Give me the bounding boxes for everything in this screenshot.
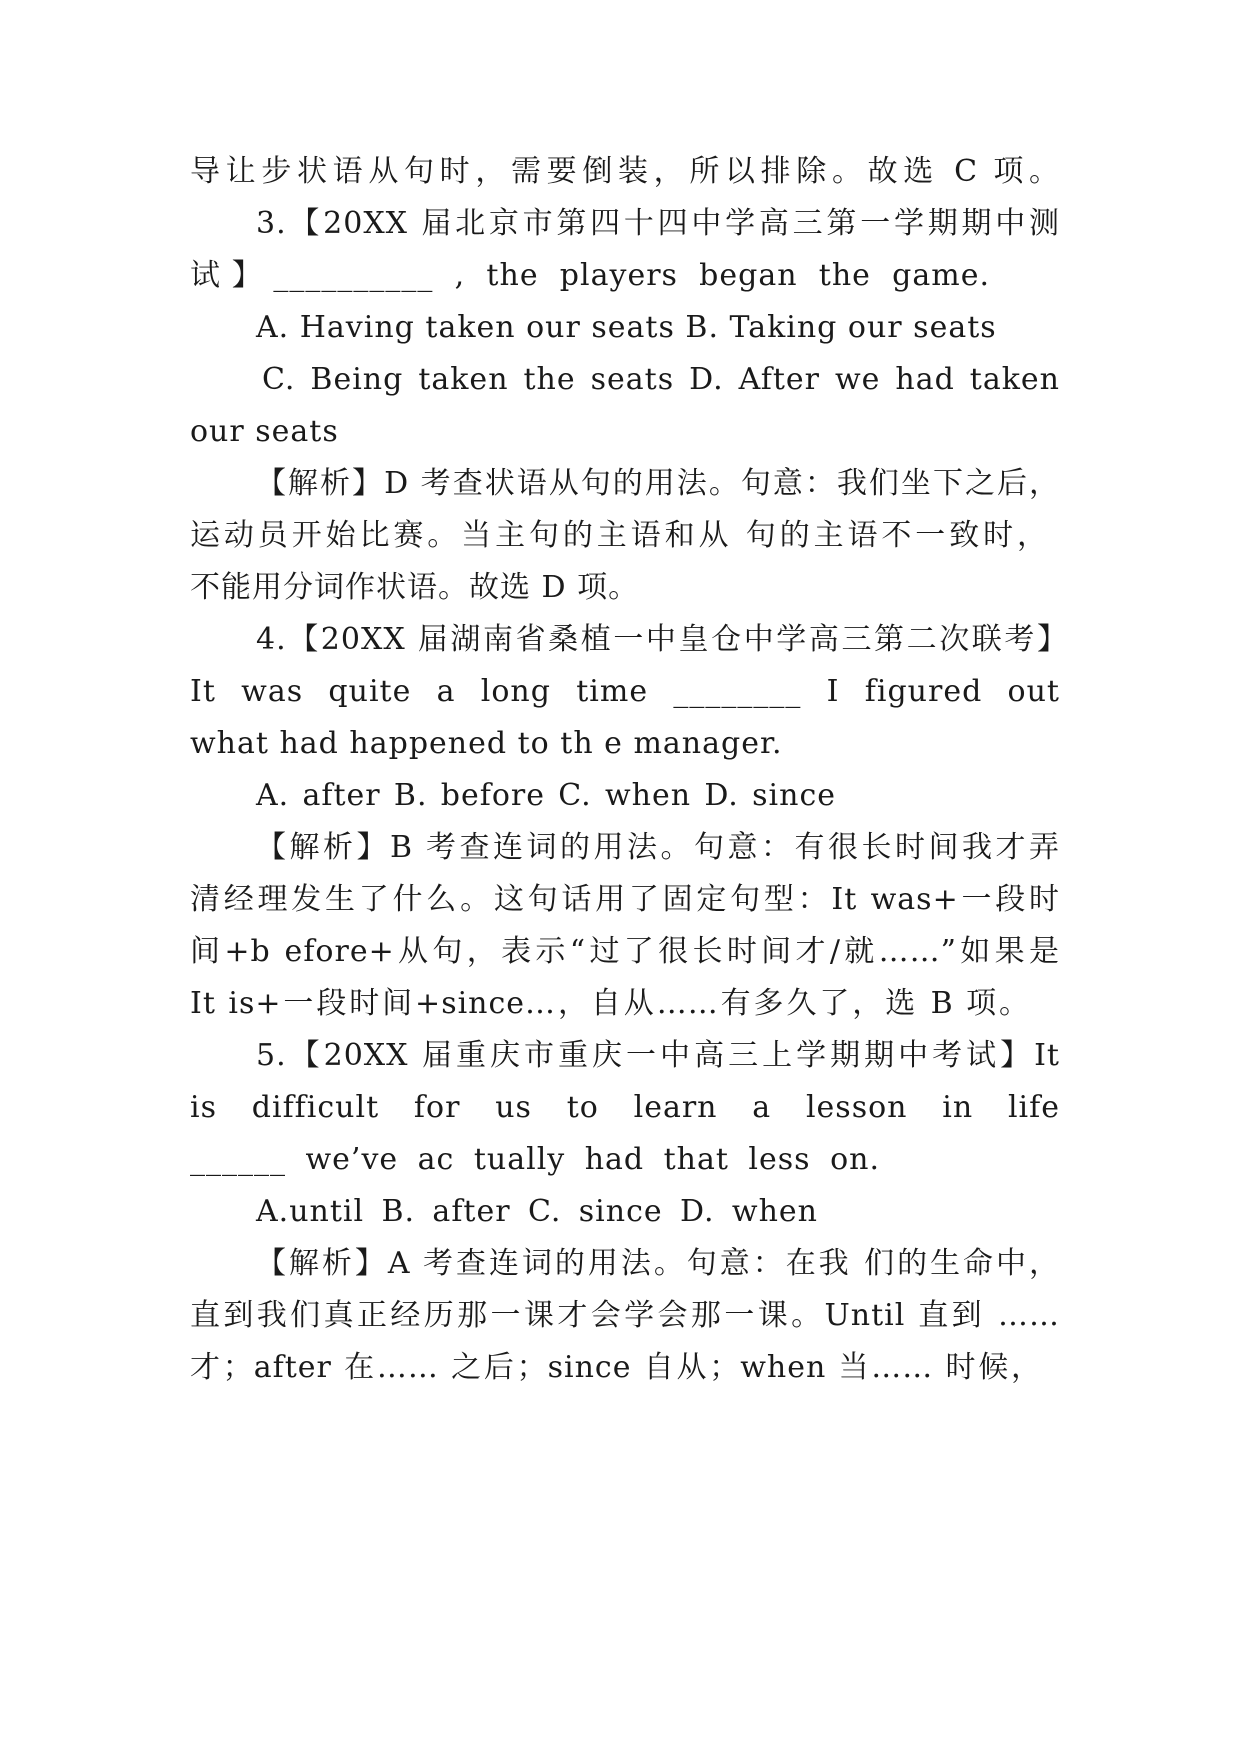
text-line: 导让步状语从句时，需要倒装，所以排除。故选 C 项。 [190, 154, 1060, 189]
question-4-analysis-cont2: 间+b efore+从句，表示“过了很长时间才/就……”如果是 [190, 934, 1060, 969]
question-3-heading: 3.【20XX 届北京市第四十四中学高三第一学期期中测 [256, 206, 1060, 241]
question-3-options-ab: A. Having taken our seats B. Taking our seats [256, 310, 997, 345]
question-4-heading: 4.【20XX 届湖南省桑植一中皇仓中学高三第二次联考】 [256, 622, 1068, 657]
question-4-options: A. after B. before C. when D. since [256, 778, 836, 813]
question-3-analysis: 【解析】D 考查状语从句的用法。句意：我们坐下之后， [256, 466, 1060, 501]
question-4-stem: It was quite a long time ________ I figured out [190, 674, 1060, 709]
question-3-analysis-cont: 运动员开始比赛。当主句的主语和从 句的主语不一致时， [190, 518, 1048, 553]
question-4-stem-cont: what had happened to th e manager. [190, 726, 783, 761]
question-5-analysis: 【解析】A 考查连词的用法。句意：在我 们的生命中， [256, 1246, 1060, 1281]
question-3-stem: 试】__________ , the players began the game. [190, 258, 990, 293]
question-3-options-cd-cont: our seats [190, 414, 339, 449]
question-4-analysis-cont: 清经理发生了什么。这句话用了固定句型：It was+一段时 [190, 882, 1060, 917]
question-5-analysis-cont: 直到我们真正经历那一课才会学会那一课。Until 直到 …… [190, 1298, 1060, 1333]
question-4-analysis-end: It is+一段时间+since…，自从……有多久了，选 B 项。 [190, 986, 1030, 1021]
question-4-analysis: 【解析】B 考查连词的用法。句意：有很长时间我才弄 [256, 830, 1060, 865]
question-3-analysis-end: 不能用分词作状语。故选 D 项。 [190, 570, 640, 605]
question-5-stem-cont: ______ we’ve ac tually had that less on. [190, 1142, 880, 1177]
question-5-analysis-cont2: 才；after 在…… 之后；since 自从；when 当…… 时候， [190, 1350, 1042, 1385]
question-5-stem: is difficult for us to learn a lesson in life [190, 1090, 1060, 1125]
question-5-heading: 5.【20XX 届重庆市重庆一中高三上学期期中考试】It [256, 1038, 1060, 1073]
question-3-options-cd: C. Being taken the seats D. After we had taken [262, 362, 1060, 397]
question-5-options: A.until B. after C. since D. when [256, 1194, 818, 1229]
